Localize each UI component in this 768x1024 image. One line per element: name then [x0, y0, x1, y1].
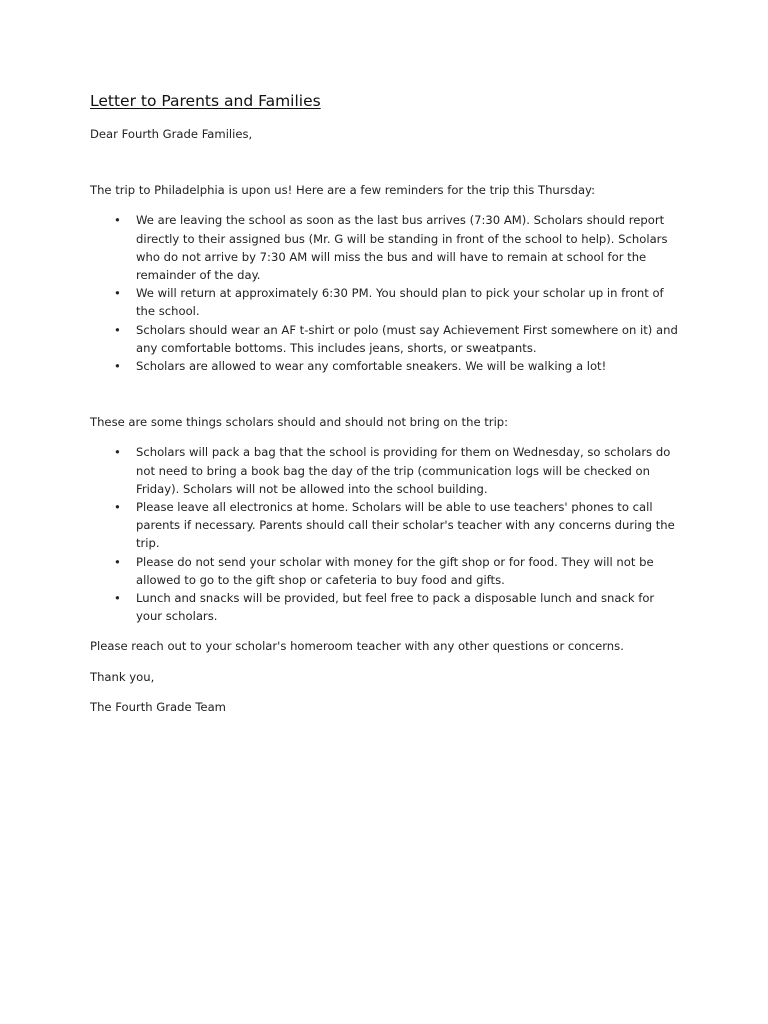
list-item-text: Please do not send your scholar with money for the gift shop or for food. They will not be allowed to go to the gift shop or cafeteria to buy food and gifts. [136, 554, 654, 587]
list-item [90, 498, 680, 553]
list-item [90, 211, 680, 284]
bullet-icon: • [114, 591, 121, 606]
bullet-icon: • [114, 554, 121, 569]
letter-page [90, 92, 680, 716]
bullet-icon: • [114, 213, 121, 228]
thank-you-line: Thank you, [90, 669, 155, 684]
list-item-text: Scholars will pack a bag that the school is providing for them on Wednesday, so scholars do not need to bring a book bag the day of the trip (communication logs will be checked on Friday). Scholars will not be allowed into the school building. [136, 445, 671, 496]
list-item-text: Scholars are allowed to wear any comfortable sneakers. We will be walking a lot! [136, 359, 607, 374]
closing-paragraph: Please reach out to your scholar's homeroom teacher with any other questions or concerns. [90, 639, 624, 654]
bullet-icon: • [114, 445, 121, 460]
salutation: Dear Fourth Grade Families, [90, 127, 253, 141]
items-list [90, 443, 680, 625]
list-item-text: Please leave all electronics at home. Scholars will be able to use teachers' phones to call parents if necessary. Parents should call their scholar's teacher with any concerns during the trip. [136, 500, 675, 551]
list-item-text: We will return at approximately 6:30 PM. You should plan to pick your scholar up in front of the school. [136, 286, 664, 319]
list-item [90, 443, 680, 498]
bullet-icon: • [114, 359, 121, 374]
reminders-intro: The trip to Philadelphia is upon us! Here are a few reminders for the trip this Thursday: [90, 183, 595, 198]
list-item [90, 284, 680, 320]
list-item [90, 357, 680, 375]
list-item-text: Scholars should wear an AF t-shirt or polo (must say Achievement First somewhere on it) and any comfortable bottoms. This includes jeans, shorts, or sweatpants. [136, 322, 678, 355]
list-item-text: Lunch and snacks will be provided, but feel free to pack a disposable lunch and snack for your scholars. [136, 591, 655, 624]
items-intro: These are some things scholars should and should not bring on the trip: [90, 415, 509, 430]
signature: The Fourth Grade Team [90, 699, 226, 714]
list-item-text: We are leaving the school as soon as the last bus arrives (7:30 AM). Scholars should report directly to their assigned bus (Mr. G will be standing in front of the school to help). Scholars who do not arrive by 7:30 AM will miss the bus and will have to remain at school for the remainder of the day. [136, 213, 668, 283]
reminders-list [90, 211, 680, 375]
letter-title: Letter to Parents and Families [90, 92, 321, 110]
bullet-icon: • [114, 500, 121, 515]
bullet-icon: • [114, 286, 121, 301]
bullet-icon: • [114, 322, 121, 337]
list-item [90, 589, 680, 625]
list-item [90, 553, 680, 589]
list-item [90, 321, 680, 357]
